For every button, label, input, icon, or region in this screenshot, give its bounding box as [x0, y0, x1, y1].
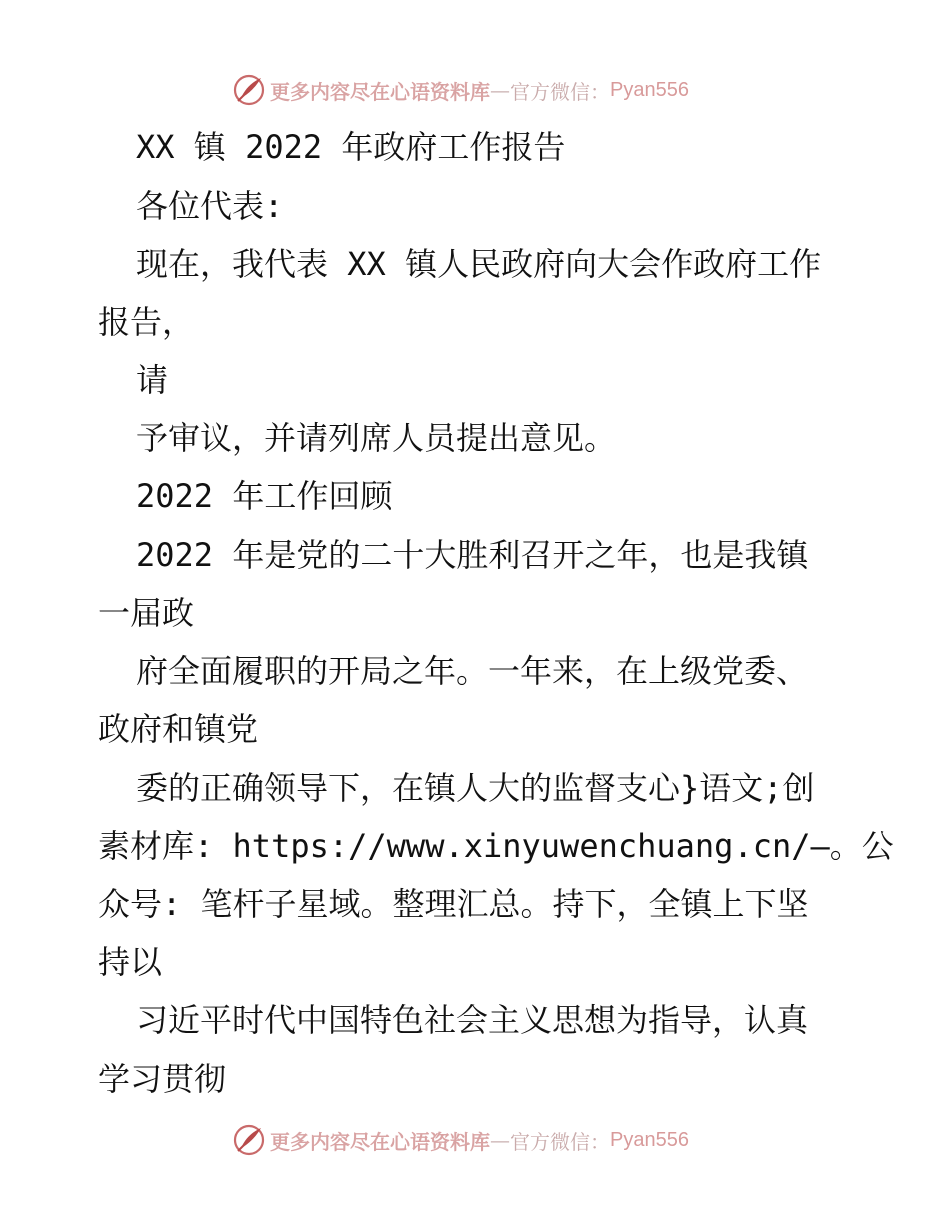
- footer-watermark: [232, 1122, 689, 1158]
- watermark-wechat-label: 官方微信：: [510, 79, 610, 104]
- document-title: XX 镇 2022 年政府工作报告: [136, 128, 566, 166]
- text-line: 报告，: [98, 303, 195, 341]
- header-watermark: [232, 72, 689, 108]
- text-line: 学习贯彻: [98, 1060, 227, 1098]
- text-line: 予审议，并请列席人员提出意见。: [136, 419, 617, 457]
- feather-pen-logo-icon: [232, 73, 266, 107]
- watermark-wechat-id: Pyan556: [610, 1128, 689, 1151]
- text-line: 2022 年是党的二十大胜利召开之年，也是我镇: [136, 536, 809, 574]
- text-line: 一届政: [98, 594, 195, 632]
- watermark-text: 更多内容尽在心语资料库: [270, 1129, 490, 1154]
- section-heading: 2022 年工作回顾: [136, 477, 393, 515]
- text-line: 素材库: https://www.xinyuwenchuang.cn/—。公: [98, 827, 894, 865]
- text-line: 各位代表:: [136, 187, 284, 225]
- watermark-wechat-label: 官方微信：: [510, 1129, 610, 1154]
- text-line: 政府和镇党: [98, 710, 259, 748]
- text-line: 委的正确领导下，在镇人大的监督支心}语文;创: [136, 769, 815, 807]
- watermark-wechat-id: Pyan556: [610, 78, 689, 101]
- watermark-separator: —: [490, 78, 510, 102]
- text-line: 请: [136, 361, 169, 399]
- feather-pen-logo-icon: [232, 1123, 266, 1157]
- text-line: 现在，我代表 XX 镇人民政府向大会作政府工作: [136, 245, 822, 283]
- text-line: 府全面履职的开局之年。一年来，在上级党委、: [136, 652, 809, 690]
- watermark-text: 更多内容尽在心语资料库: [270, 79, 490, 104]
- watermark-separator: —: [490, 1128, 510, 1152]
- text-line: 习近平时代中国特色社会主义思想为指导，认真: [136, 1001, 809, 1039]
- text-line: 持以: [98, 943, 163, 981]
- text-line: 众号: 笔杆子星域。整理汇总。持下，全镇上下坚: [98, 885, 809, 923]
